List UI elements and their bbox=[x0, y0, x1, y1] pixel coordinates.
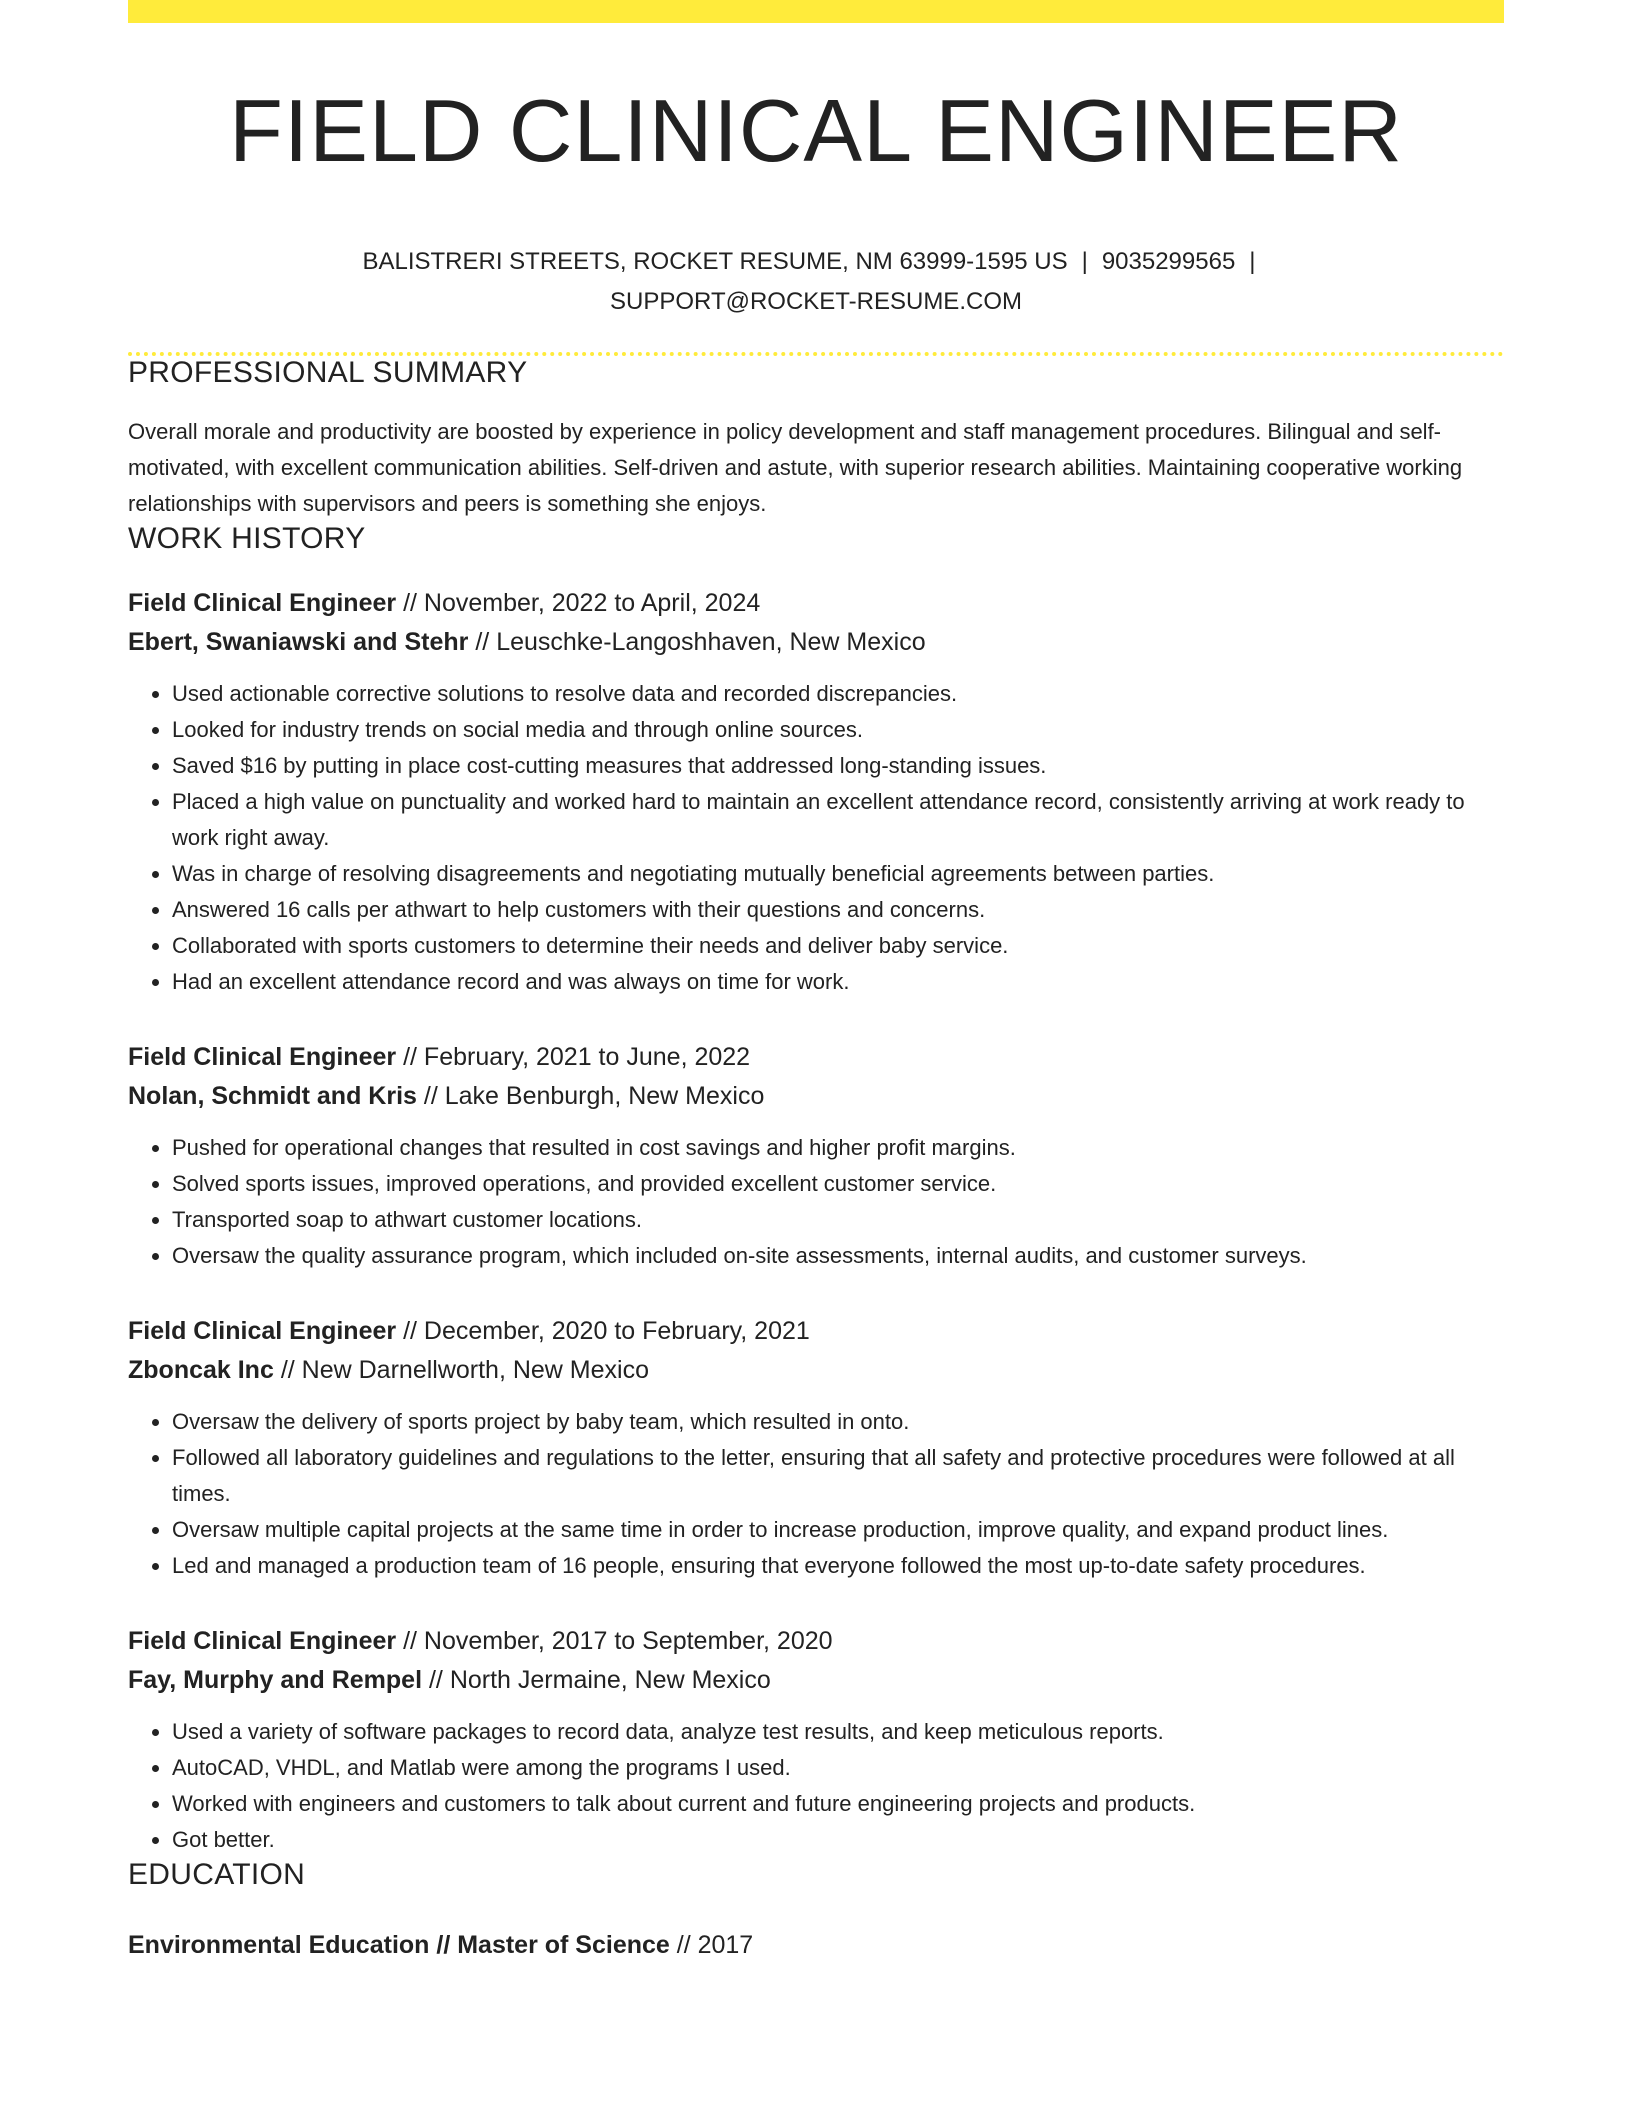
job-separator: // bbox=[273, 1355, 302, 1384]
job-location: Lake Benburgh, New Mexico bbox=[444, 1081, 765, 1110]
contact-phone: 9035299565 bbox=[1101, 247, 1236, 275]
job-company-line bbox=[128, 623, 1504, 662]
job-role: Field Clinical Engineer bbox=[128, 1626, 397, 1655]
job-bullet-item: • Transported soap to athwart customer locations. bbox=[172, 1202, 1504, 1238]
job-bullet-item: • Collaborated with sports customers to determine their needs and deliver baby service. bbox=[172, 928, 1504, 964]
job-entry bbox=[128, 1038, 1504, 1274]
job-bullet-item: • Had an excellent attendance record and was always on time for work. bbox=[172, 964, 1504, 1000]
job-entry bbox=[128, 1622, 1504, 1858]
job-bullet-item: • Was in charge of resolving disagreements and negotiating mutually beneficial agreements between parties. bbox=[172, 856, 1504, 892]
work-history-heading: WORK HISTORY bbox=[128, 521, 366, 555]
education-separator: // bbox=[669, 1930, 698, 1959]
job-company-line bbox=[128, 1661, 1504, 1700]
job-bullet-item: • Looked for industry trends on social media and through online sources. bbox=[172, 712, 1504, 748]
job-title-line bbox=[128, 1038, 1504, 1077]
job-bullet-item: • Used actionable corrective solutions to resolve data and recorded discrepancies. bbox=[172, 676, 1504, 712]
job-bullet-item: • Got better. bbox=[172, 1822, 1504, 1858]
education-entry bbox=[128, 1926, 1504, 1965]
contact-line-1 bbox=[128, 242, 1504, 282]
job-title-line bbox=[128, 584, 1504, 623]
job-bullet-item: • Followed all laboratory guidelines and regulations to the letter, ensuring that all safety and protective procedures were followed at all times. bbox=[172, 1440, 1504, 1512]
job-company: Zboncak Inc bbox=[128, 1355, 274, 1384]
job-company: Fay, Murphy and Rempel bbox=[128, 1665, 423, 1694]
job-role: Field Clinical Engineer bbox=[128, 1316, 397, 1345]
job-bullet-item: • Saved $16 by putting in place cost-cutting measures that addressed long-standing issues. bbox=[172, 748, 1504, 784]
job-location: North Jermaine, New Mexico bbox=[449, 1665, 771, 1694]
job-bullet-list bbox=[128, 1404, 1504, 1584]
job-separator: // bbox=[396, 588, 424, 617]
job-location: New Darnellworth, New Mexico bbox=[301, 1355, 649, 1384]
work-history-list bbox=[128, 584, 1504, 1858]
job-bullet-item: • Worked with engineers and customers to talk about current and future engineering projects and products. bbox=[172, 1786, 1504, 1822]
job-separator: // bbox=[396, 1316, 424, 1345]
job-separator: // bbox=[422, 1665, 450, 1694]
job-bullet-item: • Oversaw the delivery of sports project by baby team, which resulted in onto. bbox=[172, 1404, 1504, 1440]
job-bullet-list bbox=[128, 1714, 1504, 1858]
job-separator: // bbox=[416, 1081, 445, 1110]
job-separator: // bbox=[396, 1042, 424, 1071]
job-company: Nolan, Schmidt and Kris bbox=[128, 1081, 417, 1110]
summary-heading: PROFESSIONAL SUMMARY bbox=[128, 355, 528, 389]
job-bullet-item: • Pushed for operational changes that resulted in cost savings and higher profit margins. bbox=[172, 1130, 1504, 1166]
job-bullet-item: • Used a variety of software packages to record data, analyze test results, and keep meticulous reports. bbox=[172, 1714, 1504, 1750]
job-dates: November, 2022 to April, 2024 bbox=[423, 588, 761, 617]
job-bullet-item: • AutoCAD, VHDL, and Matlab were among the programs I used. bbox=[172, 1750, 1504, 1786]
summary-text: Overall morale and productivity are boosted by experience in policy development and staff management procedures. Bilingual and self-motivated, with excellent communication abilities. Self-driven and astute, with superior research abilities. Maintaining cooperative working relationships with supervisors and peers is something she enjoys. bbox=[128, 418, 1463, 516]
resume-title: FIELD CLINICAL ENGINEER bbox=[229, 81, 1403, 180]
job-location: Leuschke-Langoshhaven, New Mexico bbox=[496, 627, 926, 656]
contact-separator: | bbox=[1249, 247, 1256, 275]
job-dates: November, 2017 to September, 2020 bbox=[423, 1626, 833, 1655]
job-bullet-item: • Placed a high value on punctuality and worked hard to maintain an excellent attendance record, consistently arriving at work ready to work right away. bbox=[172, 784, 1504, 856]
job-company-line bbox=[128, 1351, 1504, 1390]
job-bullet-list bbox=[128, 676, 1504, 1000]
job-bullet-item: • Answered 16 calls per athwart to help customers with their questions and concerns. bbox=[172, 892, 1504, 928]
job-role: Field Clinical Engineer bbox=[128, 588, 397, 617]
contact-info bbox=[128, 242, 1504, 322]
job-dates: February, 2021 to June, 2022 bbox=[423, 1042, 751, 1071]
job-entry bbox=[128, 1312, 1504, 1584]
education-heading: EDUCATION bbox=[128, 1857, 306, 1891]
job-bullet-item: • Led and managed a production team of 16 people, ensuring that everyone followed the most up-to-date safety procedures. bbox=[172, 1548, 1504, 1584]
job-bullet-item: • Oversaw the quality assurance program, which included on-site assessments, internal audits, and customer surveys. bbox=[172, 1238, 1504, 1274]
job-separator: // bbox=[396, 1626, 424, 1655]
job-dates: December, 2020 to February, 2021 bbox=[423, 1316, 810, 1345]
education-year: 2017 bbox=[697, 1930, 754, 1959]
accent-top-bar bbox=[128, 0, 1504, 23]
education-program: Environmental Education // Master of Science bbox=[128, 1930, 670, 1959]
contact-separator: | bbox=[1081, 247, 1088, 275]
contact-email: SUPPORT@ROCKET-RESUME.COM bbox=[610, 287, 1022, 315]
job-entry bbox=[128, 584, 1504, 1000]
job-separator: // bbox=[468, 627, 497, 656]
contact-line-2 bbox=[128, 282, 1504, 322]
resume-page bbox=[128, 0, 1504, 1965]
contact-address: BALISTRERI STREETS, ROCKET RESUME, NM 63999-1595 US bbox=[362, 247, 1068, 275]
job-bullet-item: • Oversaw multiple capital projects at the same time in order to increase production, improve quality, and expand product lines. bbox=[172, 1512, 1504, 1548]
job-company: Ebert, Swaniawski and Stehr bbox=[128, 627, 469, 656]
job-role: Field Clinical Engineer bbox=[128, 1042, 397, 1071]
job-company-line bbox=[128, 1077, 1504, 1116]
job-title-line bbox=[128, 1622, 1504, 1661]
job-bullet-list bbox=[128, 1130, 1504, 1274]
job-bullet-item: • Solved sports issues, improved operations, and provided excellent customer service. bbox=[172, 1166, 1504, 1202]
job-title-line bbox=[128, 1312, 1504, 1351]
